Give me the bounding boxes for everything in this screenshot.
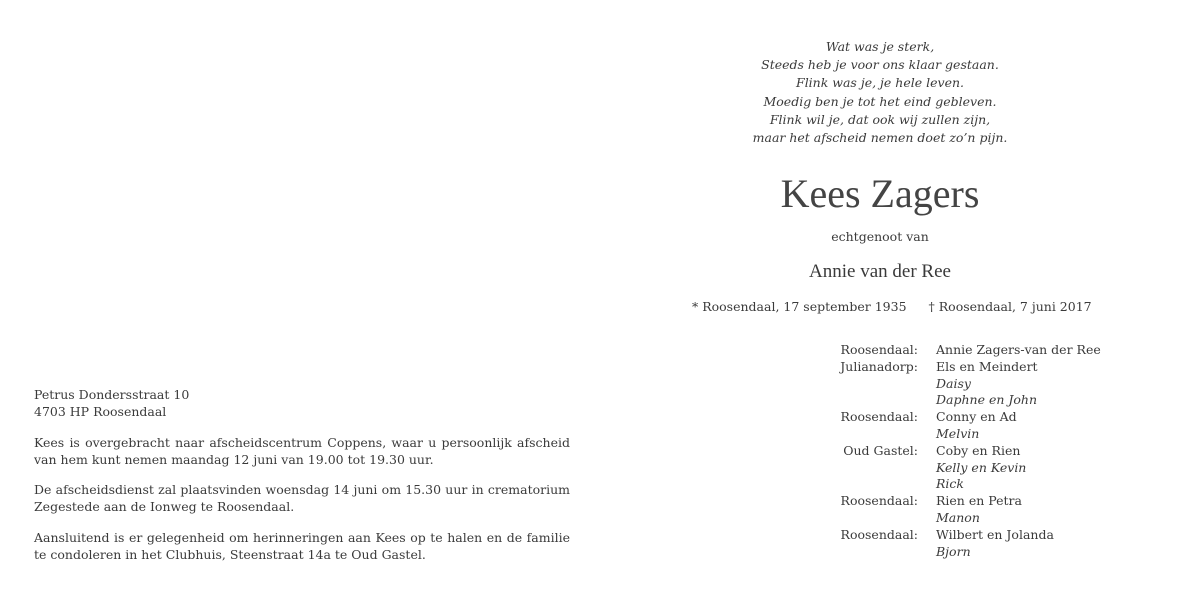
family-names: Wilbert en Jolanda — [936, 526, 1054, 542]
family-names: Rien en Petra — [936, 493, 1022, 509]
family-names: Annie Zagers-van der Ree — [936, 342, 1101, 357]
family-names: Coby en Rien — [936, 442, 1021, 458]
poem-line: Moedig ben je tot het eind gebleven. — [763, 93, 997, 109]
gathering-paragraph: Aansluitend is er gelegenheid om herinneringen aan Kees op te halen en de familie te condoleren in het Clubhuis, Steenstraat 14a te Oud Gastel. — [34, 530, 570, 562]
poem-line: Steeds heb je voor ons klaar gestaan. — [761, 57, 999, 73]
grandchild-names: Kelly en Kevin — [936, 459, 1027, 475]
family-place: Roosendaal: — [840, 342, 918, 357]
spouse-label: echtgenoot van — [831, 229, 929, 244]
poem-line: maar het afscheid nemen doet zo’n pijn. — [752, 130, 1008, 146]
spouse-name: Annie van der Ree — [809, 261, 951, 282]
grandchild-names: Melvin — [936, 425, 980, 441]
family-place: Oud Gastel: — [843, 442, 918, 458]
poem-line: Flink wil je, dat ook wij zullen zijn, — [769, 111, 991, 127]
deceased-name: Kees Zagers — [780, 171, 980, 216]
address-city: 4703 HP Roosendaal — [34, 404, 167, 419]
viewing-paragraph: Kees is overgebracht naar afscheidscentrum Coppens, waar u persoonlijk afscheid van hem kunt nemen maandag 12 juni van 19.00 tot 19.30 uur. — [34, 435, 570, 467]
grandchild-names: Daphne en John — [936, 392, 1038, 408]
grandchild-names: Daisy — [936, 375, 971, 391]
life-dates — [692, 298, 1092, 315]
poem-line: Flink was je, je hele leven. — [796, 75, 964, 91]
poem-line: Wat was je sterk, — [825, 39, 935, 54]
family-place: Roosendaal: — [840, 526, 918, 542]
home-address — [34, 386, 189, 420]
family-place: Roosendaal: — [840, 493, 918, 509]
family-place: Julianadorp: — [840, 358, 918, 374]
death-date: † Roosendaal, 7 juni 2017 — [928, 299, 1092, 314]
service-paragraph: De afscheidsdienst zal plaatsvinden woensdag 14 juni om 15.30 uur in crematorium Zegestede aan de Ionweg te Roosendaal. — [34, 482, 570, 514]
grandchild-names: Rick — [936, 476, 964, 492]
address-street: Petrus Dondersstraat 10 — [34, 387, 190, 402]
birth-date: * Roosendaal, 17 september 1935 — [692, 299, 907, 314]
family-names: Els en Meindert — [936, 358, 1038, 374]
family-place: Roosendaal: — [840, 409, 918, 425]
family-names: Conny en Ad — [936, 409, 1017, 425]
grandchild-names: Bjorn — [936, 543, 971, 559]
grandchild-names: Manon — [936, 509, 980, 525]
poem — [700, 38, 1060, 147]
